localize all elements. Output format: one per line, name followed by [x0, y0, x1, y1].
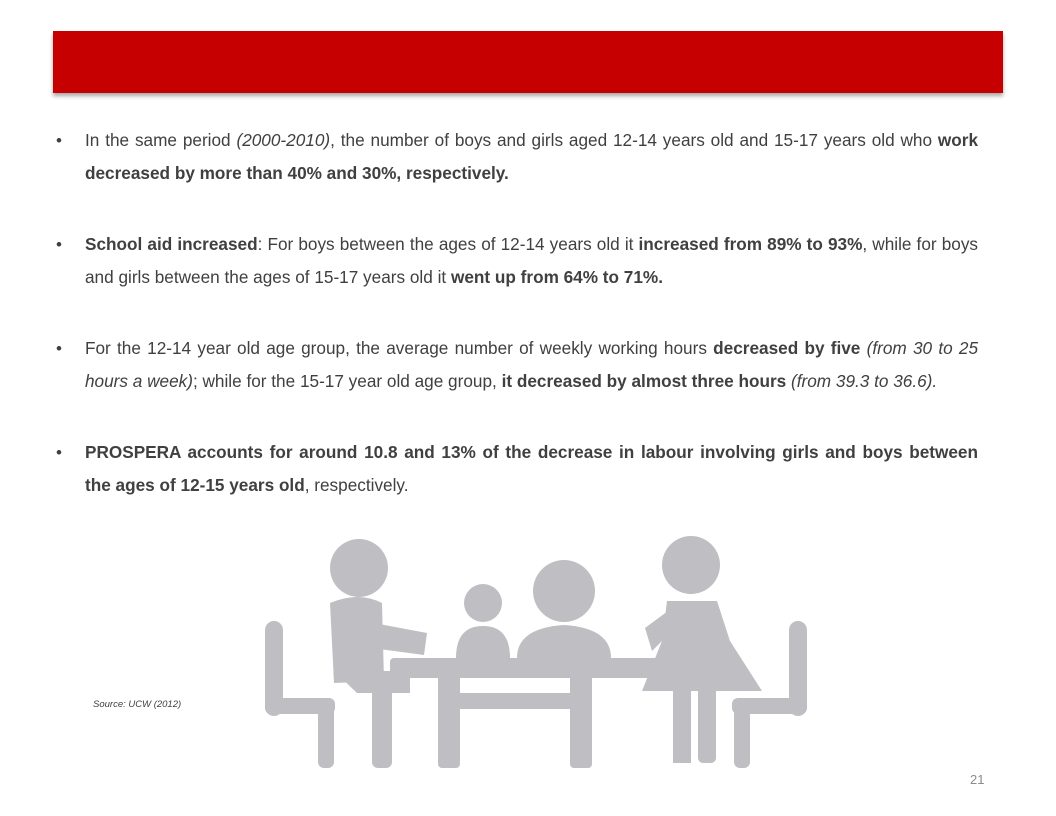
- text-run: ; while for the 15-17 year old age group,: [192, 371, 502, 391]
- text-run: (2000-2010): [236, 130, 331, 150]
- text-run: work decreased by more than 40% and 30%, respectively.: [85, 130, 979, 183]
- page-number: 21: [970, 772, 985, 787]
- bullet-dot: •: [56, 131, 62, 150]
- bullet-dot: •: [56, 339, 62, 358]
- header-bar: [53, 31, 1003, 93]
- bullet-text: [85, 442, 978, 495]
- text-run: In the same period: [85, 130, 237, 150]
- bullet-dot: •: [56, 235, 62, 254]
- family-around-table-icon: [262, 533, 810, 768]
- text-run: PROSPERA accounts for around 10.8 and 13% of the decrease in labour involving girls and boys between the ages of 12-15 years old: [85, 442, 978, 495]
- bullet-text: [85, 338, 978, 391]
- text-run: decreased by five: [713, 338, 861, 358]
- bullet-text: [85, 130, 978, 183]
- text-run: increased from 89% to 93%: [638, 234, 863, 254]
- text-run: : For boys between the ages of 12-14 years old it: [257, 234, 639, 254]
- text-run: , respectively.: [304, 475, 409, 495]
- bullet-dot: •: [56, 443, 62, 462]
- text-run: (from 30 to 25 hours a week): [85, 338, 979, 391]
- bullet-item-3: [56, 332, 978, 398]
- bullet-list: [56, 124, 978, 502]
- text-run: went up from 64% to 71%.: [450, 267, 663, 287]
- text-run: School aid increased: [85, 234, 258, 254]
- text-run: (from 39.3 to 36.6).: [791, 371, 938, 391]
- bullet-item-1: [56, 124, 978, 190]
- text-run: , the number of boys and girls aged 12-14 years old and 15-17 years old who: [330, 130, 938, 150]
- bullet-text: [85, 234, 978, 287]
- text-run: it decreased by almost three hours: [501, 371, 787, 391]
- bullet-item-2: [56, 228, 978, 294]
- bullet-item-4: [56, 436, 978, 502]
- text-run: For the 12-14 year old age group, the average number of weekly working hours: [85, 338, 714, 358]
- text-run: , while for boys and girls between the ages of 15-17 years old it: [85, 234, 979, 287]
- source-note: Source: UCW (2012): [93, 699, 182, 710]
